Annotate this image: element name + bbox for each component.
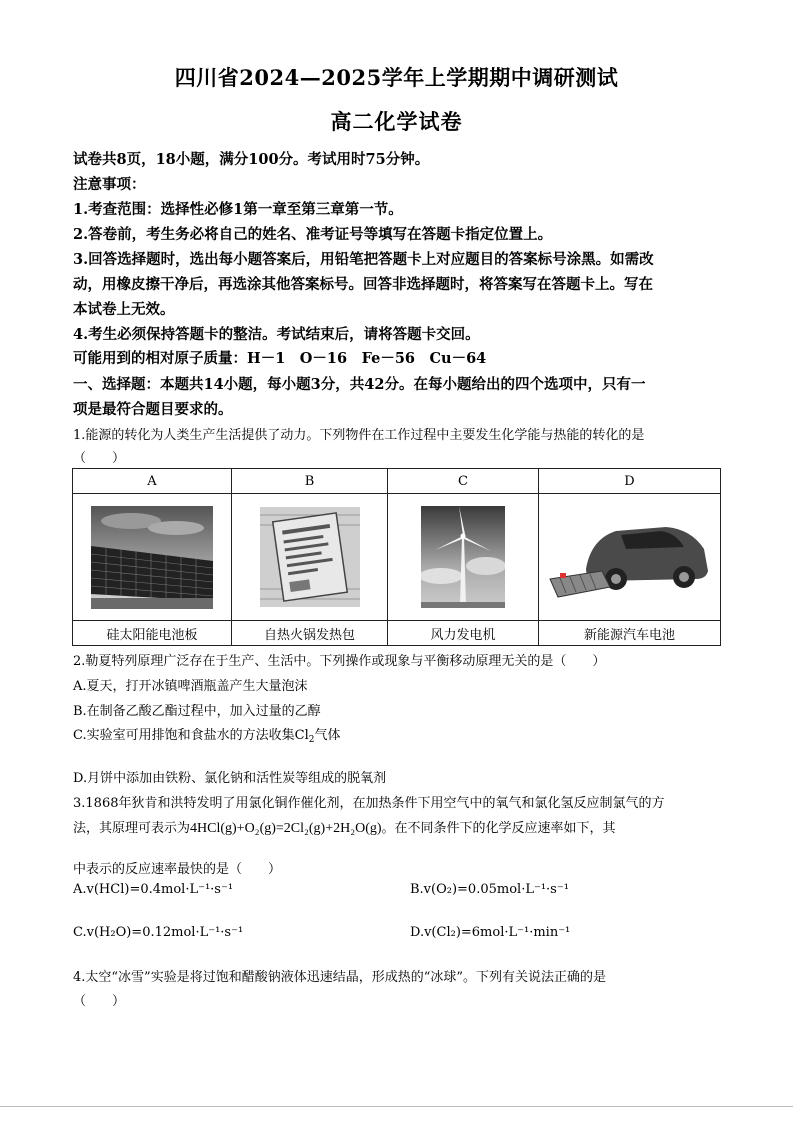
notes-heading: 注意事项：	[73, 176, 146, 193]
q3-option-a: A.v(HCl)=0.4mol·L⁻¹·s⁻¹	[73, 882, 234, 897]
note-3-line-3: 本试卷上无效。	[73, 301, 175, 318]
q1-stem: 1.能源的转化为人类生产生活提供了动力。下列物件在工作过程中主要发生化学能与热能的转化的是	[73, 428, 645, 443]
option-d-letter: D	[539, 469, 721, 494]
q2-option-a: A.夏天，打开冰镇啤酒瓶盖产生大量泡沫	[73, 679, 308, 694]
q3-option-b: B.v(O₂)=0.05mol·L⁻¹·s⁻¹	[410, 882, 569, 897]
q3-line-3: 中表示的反应速率最快的是（ ）	[73, 862, 282, 877]
q2-option-b: B.在制备乙酸乙酯过程中，加入过量的乙醇	[73, 704, 321, 719]
q3-option-c: C.v(H₂O)=0.12mol·L⁻¹·s⁻¹	[73, 925, 244, 940]
note-4: 4.考生必须保持答题卡的整洁。考试结束后，请将答题卡交回。	[73, 326, 480, 343]
q1-blank: （ ）	[73, 451, 126, 466]
heating-pack-photo	[260, 507, 360, 607]
note-3-line-2: 动，用橡皮擦干净后，再选涂其他答案标号。回答非选择题时，将答案写在答题卡上。写在	[73, 276, 653, 293]
page-bottom-divider	[0, 1106, 793, 1107]
exam-intro: 试卷共8页，18小题，满分100分。考试用时75分钟。	[73, 151, 430, 168]
section-heading-line-2: 项是最符合题目要求的。	[73, 401, 233, 418]
q4-blank: （ ）	[73, 994, 126, 1009]
q4-stem: 4.太空“冰雪”实验是将过饱和醋酸钠液体迅速结晶，形成热的“冰球”。下列有关说法正确的是	[73, 970, 606, 985]
note-2: 2.答卷前，考生务必将自己的姓名、准考证号等填写在答题卡指定位置上。	[73, 226, 553, 243]
option-c-letter: C	[388, 469, 539, 494]
atomic-masses: 可能用到的相对原子质量：H－1 O－16 Fe－56 Cu－64	[73, 350, 487, 367]
note-3-line-1: 3.回答选择题时，选出每小题答案后，用铅笔把答题卡上对应题目的答案标号涂黑。如需改	[73, 251, 654, 268]
option-d-caption: 新能源汽车电池	[539, 621, 721, 646]
option-a-letter: A	[73, 469, 232, 494]
exam-title: 四川省2024—2025学年上学期期中调研测试	[174, 65, 619, 90]
solar-panel-photo	[91, 506, 213, 609]
q3-option-d: D.v(Cl₂)=6mol·L⁻¹·min⁻¹	[410, 925, 571, 940]
wind-turbine-photo	[421, 506, 505, 608]
option-b-caption: 自热火锅发热包	[232, 621, 388, 646]
q3-line-2: 法，其原理可表示为4HCl(g)+O₂(g)=2Cl₂(g)+2H₂O(g)。在不同条件下的化学反应速率如下，其	[73, 821, 616, 836]
ev-battery-photo	[546, 509, 714, 605]
section-heading-line-1: 一、选择题：本题共14小题，每小题3分，共42分。在每小题给出的四个选项中，只有一	[73, 376, 646, 393]
option-a-caption: 硅太阳能电池板	[73, 621, 232, 646]
q3-line-1: 3.1868年狄肯和洪特发明了用氯化铜作催化剂，在加热条件下用空气中的氧气和氯化氢反应制氯气的方	[73, 796, 665, 811]
note-1: 1.考查范围：选择性必修1第一章至第三章第一节。	[73, 201, 403, 218]
q2-option-c: C.实验室可用排饱和食盐水的方法收集$Cl_2$气体	[73, 728, 341, 745]
exam-subtitle: 高二化学试卷	[330, 109, 463, 134]
q2-stem: 2.勒夏特列原理广泛存在于生产、生活中。下列操作或现象与平衡移动原理无关的是（ ）	[73, 654, 606, 669]
option-c-caption: 风力发电机	[388, 621, 539, 646]
q2-option-d: D.月饼中添加由铁粉、氯化钠和活性炭等组成的脱氧剂	[73, 771, 387, 786]
q1-options-table	[72, 468, 721, 646]
option-b-letter: B	[232, 469, 388, 494]
q3-equation: 4HCl(g)+O₂(g)=2Cl₂(g)+2H₂O(g)	[190, 821, 382, 836]
